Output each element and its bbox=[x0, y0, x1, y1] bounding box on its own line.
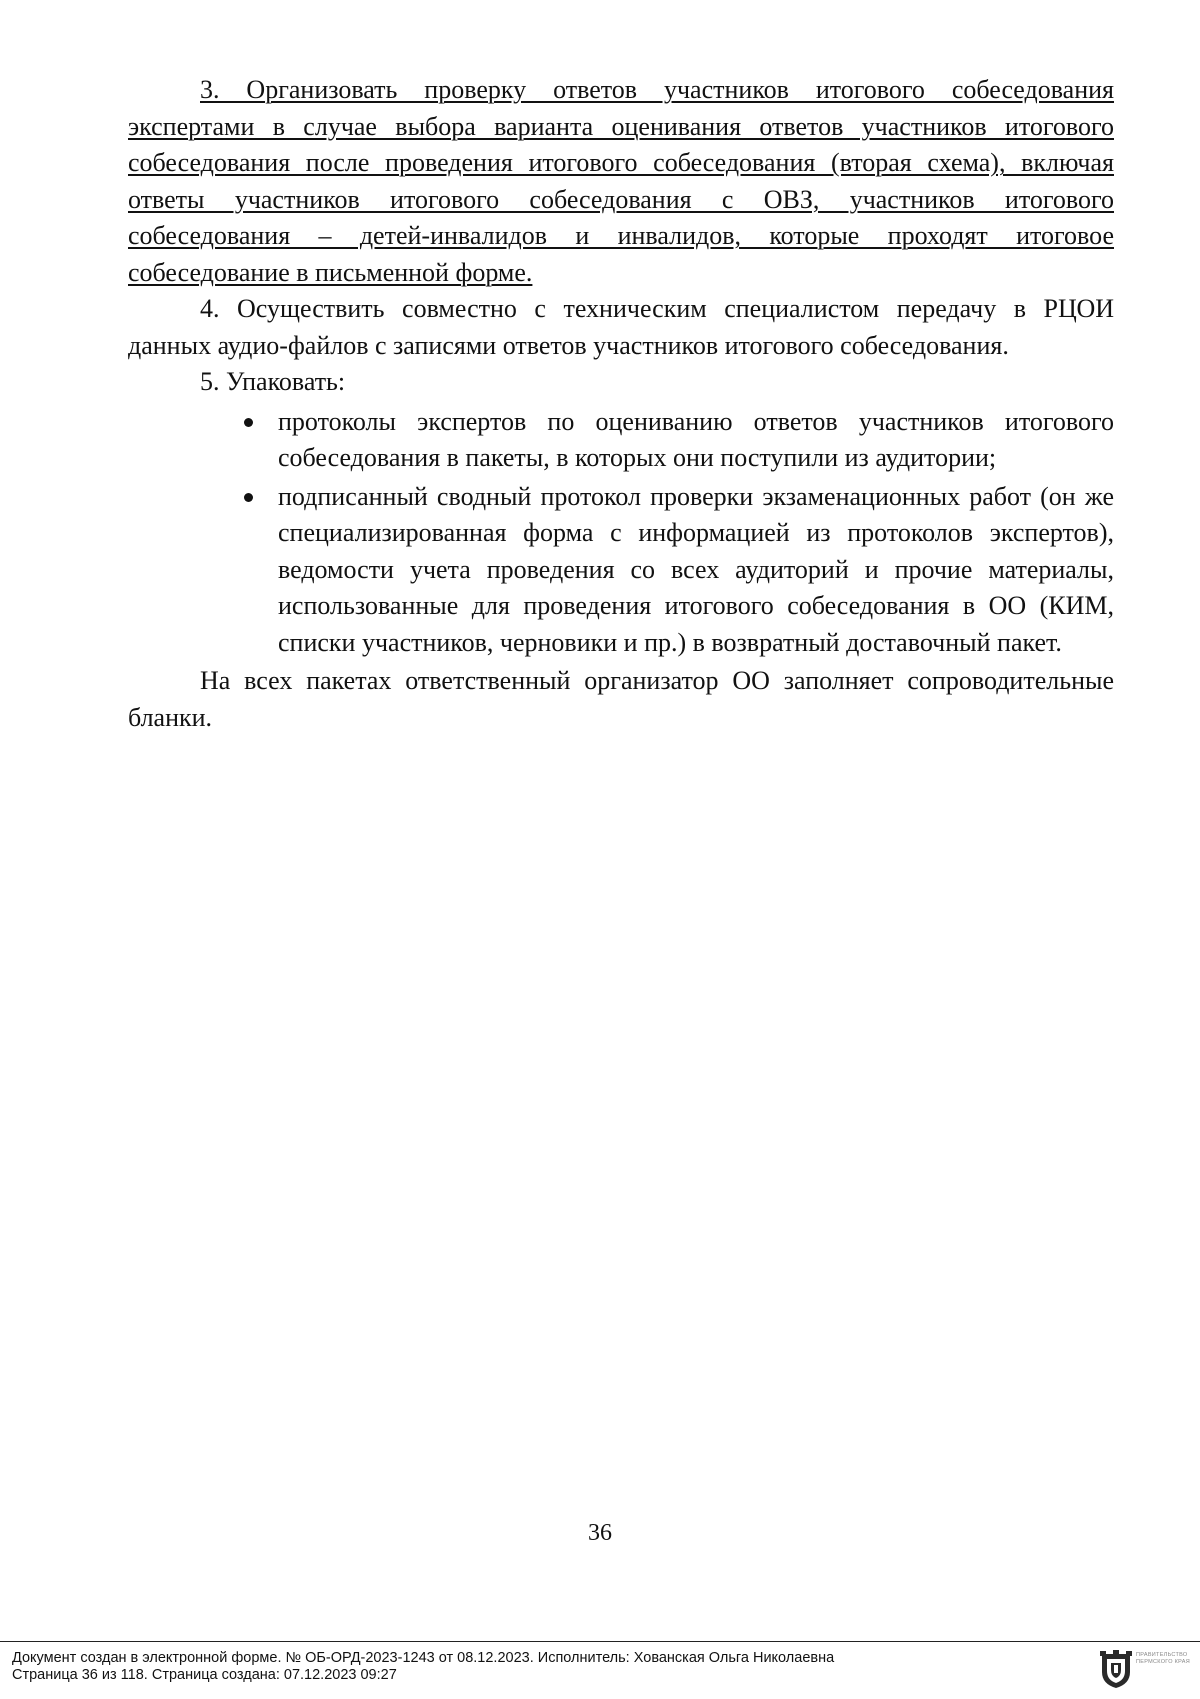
bullet-icon bbox=[244, 493, 253, 502]
list-item bbox=[278, 479, 1114, 662]
paragraph-3: 3. Организовать проверку ответов участников итогового собеседования экспертами в случае выбора варианта оценивания ответов участников итогового собеседования после проведения итогового собеседования (вторая схема), включая ответы участников итогового собеседования с ОВЗ, участников итогового собеседования – детей-инвалидов и инвалидов, которые проходят итоговое собеседование в письменной форме. bbox=[128, 75, 1114, 287]
paragraph-5: 5. Упаковать: bbox=[200, 367, 346, 396]
coat-of-arms-icon bbox=[1098, 1650, 1134, 1690]
list-item bbox=[278, 404, 1114, 477]
page-number: 36 bbox=[588, 1520, 612, 1546]
footer-text bbox=[12, 1650, 834, 1684]
paragraph-4: 4. Осуществить совместно с техническим специалистом передачу в РЦОИ данных аудио-файлов с записями ответов участников итогового собеседования. bbox=[128, 294, 1114, 360]
list-item-text: протоколы экспертов по оцениванию ответов участников итогового собеседования в пакеты, в которых они поступили из аудитории; bbox=[278, 406, 1114, 472]
footer-line-1: Документ создан в электронной форме. № ОБ-ОРД-2023-1243 от 08.12.2023. Исполнитель: Хованская Ольга Николаевна bbox=[12, 1650, 835, 1666]
pack-list bbox=[128, 404, 1114, 662]
document-body bbox=[128, 72, 1114, 736]
footer-org-name: ПРАВИТЕЛЬСТВО ПЕРМСКОГО КРАЯ bbox=[1136, 1652, 1191, 1665]
closing-paragraph: На всех пакетах ответственный организатор ОО заполняет сопроводительные бланки. bbox=[128, 666, 1114, 732]
bullet-icon bbox=[244, 418, 253, 427]
document-footer bbox=[0, 1641, 1200, 1699]
list-item-text: подписанный сводный протокол проверки экзаменационных работ (он же специализированная форма с информацией из протоколов экспертов), ведомости учета проведения со всех аудиторий и прочие материалы, использованные для проведения итогового собеседования в ОО (КИМ, списки участников, черновики и пр.) в возвратный доставочный пакет. bbox=[278, 481, 1114, 657]
footer-line-2: Страница 36 из 118. Страница создана: 07.12.2023 09:27 bbox=[12, 1667, 397, 1683]
